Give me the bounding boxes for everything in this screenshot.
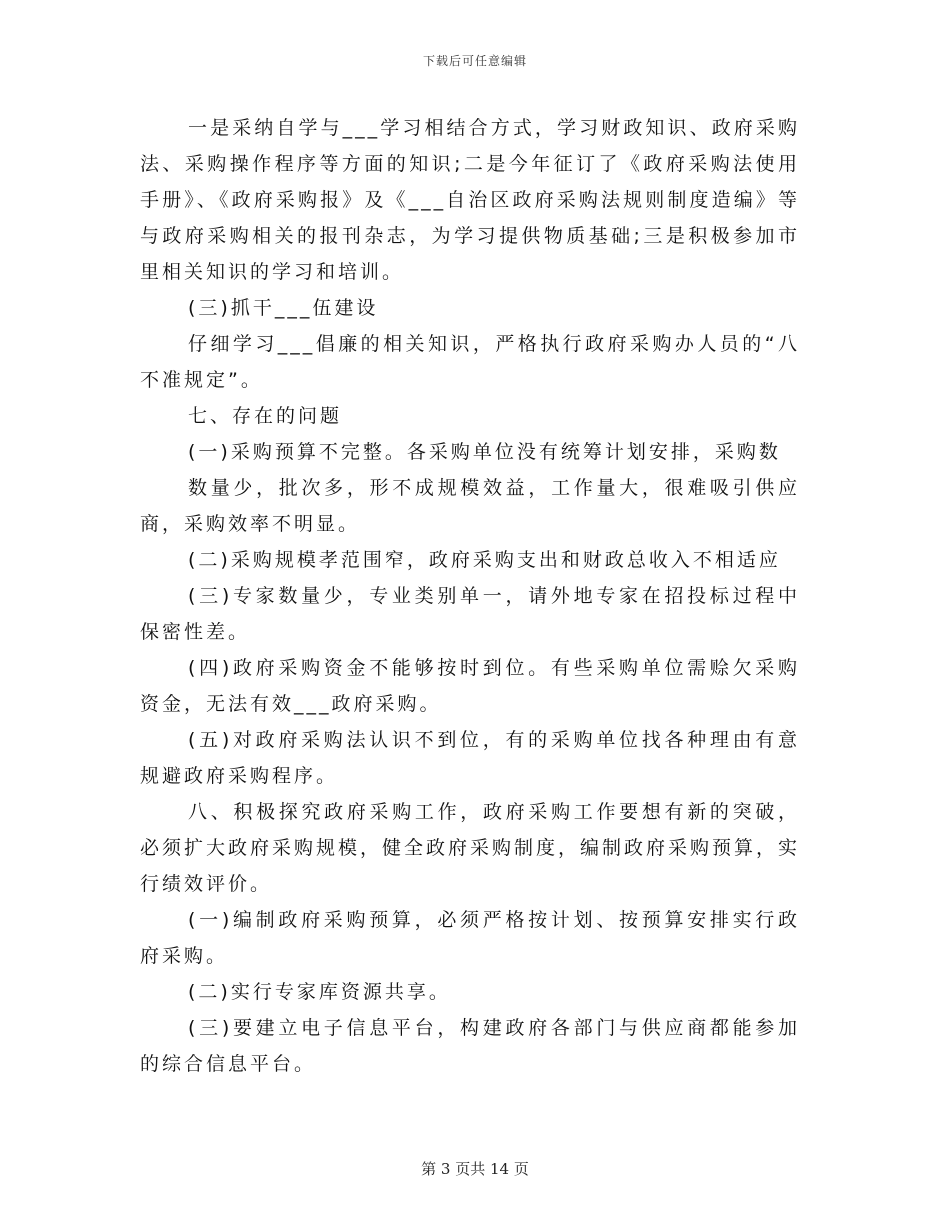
problem-item-4: (四)政府采购资金不能够按时到位。有些采购单位需赊欠采购资金，无法有效___政府采购。: [140, 657, 800, 715]
problem-item-3: (三)专家数量少，专业类别单一，请外地专家在招投标过程中保密性差。: [140, 585, 800, 643]
heading-existing-problems: 七、存在的问题: [188, 405, 343, 427]
problem-item-1: (一)采购预算不完整。各采购单位没有统筹计划安排，采购数: [188, 441, 781, 463]
problem-item-2: (二)采购规模孝范围窄，政府采购支出和财政总收入不相适应: [188, 549, 781, 571]
document-body: [140, 110, 800, 1082]
paragraph-study-methods: 一是采纳自学与___学习相结合方式，学习财政知识、政府采购法、采购操作程序等方面的知识;二是今年征订了《政府采购法使用手册》、《政府采购报》及《___自治区政府采购法规则制度造编》等与政府采购相关的报刊杂志，为学习提供物质基础;三是积极参加市里相关知识的学习和培训。: [140, 117, 800, 283]
page-header: 下载后可任意编辑: [422, 54, 527, 68]
measure-item-3: (三)要建立电子信息平台，构建政府各部门与供应商都能参加的综合信息平台。: [140, 1017, 800, 1075]
heading-team-building: (三)抓干___伍建设: [188, 297, 379, 319]
problem-item-5: (五)对政府采购法认识不到位，有的采购单位找各种理由有意规避政府采购程序。: [140, 729, 800, 787]
page-footer: 第 3 页共 14 页: [421, 1160, 529, 1178]
measure-item-2: (二)实行专家库资源共享。: [188, 981, 451, 1003]
measure-item-1: (一)编制政府采购预算，必须严格按计划、按预算安排实行政府采购。: [140, 909, 800, 967]
paragraph-integrity-study: 仔细学习___倡廉的相关知识，严格执行政府采购办人员的“八不准规定”。: [140, 333, 800, 391]
problem-item-1-continued: 数量少，批次多，形不成规模效益，工作量大，很难吸引供应商，采购效率不明显。: [140, 477, 800, 535]
heading-explore-procurement: 八、积极探究政府采购工作，政府采购工作要想有新的突破，必须扩大政府采购规模，健全政府采购制度，编制政府采购预算，实行绩效评价。: [140, 801, 801, 895]
